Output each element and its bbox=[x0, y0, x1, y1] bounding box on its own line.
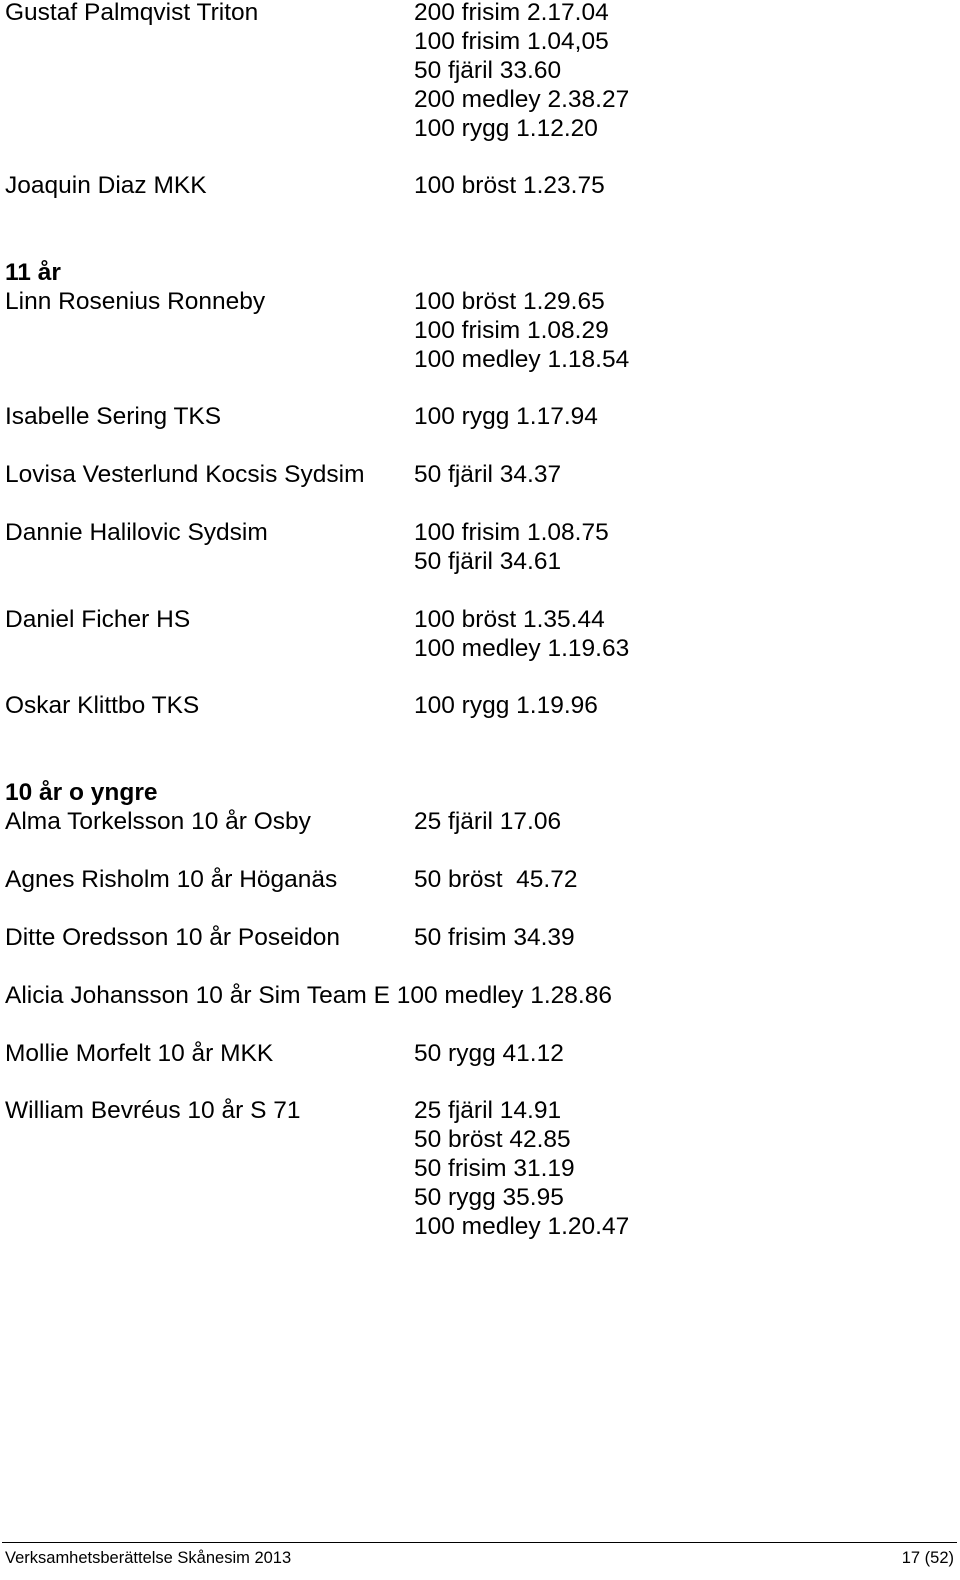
result-line: 100 frisim 1.08.75 bbox=[414, 519, 609, 546]
result-line: 50 fjäril 34.37 bbox=[414, 461, 562, 488]
swimmer-name: Joaquin Diaz MKK bbox=[5, 172, 207, 199]
result-line: 50 rygg 35.95 bbox=[414, 1184, 564, 1211]
age-group-heading: 11 år bbox=[5, 259, 61, 286]
result-line: 100 frisim 1.08.29 bbox=[414, 317, 609, 344]
result-line: 50 bröst 45.72 bbox=[414, 866, 578, 893]
swimmer-name: Gustaf Palmqvist Triton bbox=[5, 0, 259, 26]
result-line: 25 fjäril 14.91 bbox=[414, 1097, 562, 1124]
result-line: 200 medley 2.38.27 bbox=[414, 86, 630, 113]
swimmer-name: Linn Rosenius Ronneby bbox=[5, 288, 266, 315]
swimmer-name: Dannie Halilovic Sydsim bbox=[5, 519, 268, 546]
swimmer-name: Ditte Oredsson 10 år Poseidon bbox=[5, 924, 341, 951]
swimmer-name: Isabelle Sering TKS bbox=[5, 403, 222, 430]
swimmer-name: Daniel Ficher HS bbox=[5, 606, 191, 633]
page-number: 17 (52) bbox=[901, 1549, 954, 1567]
result-line: 100 bröst 1.29.65 bbox=[414, 288, 605, 315]
footer-divider bbox=[2, 1542, 957, 1543]
result-line: 100 rygg 1.12.20 bbox=[414, 115, 598, 142]
result-line: 50 frisim 31.19 bbox=[414, 1155, 575, 1182]
result-line: 100 medley 1.19.63 bbox=[414, 635, 630, 662]
swimmer-name: Oskar Klittbo TKS bbox=[5, 692, 200, 719]
result-line: 50 rygg 41.12 bbox=[414, 1040, 564, 1067]
result-line: 100 bröst 1.23.75 bbox=[414, 172, 605, 199]
result-line: 100 medley 1.20.47 bbox=[414, 1213, 630, 1240]
result-line: 200 frisim 2.17.04 bbox=[414, 0, 609, 26]
result-line: 50 bröst 42.85 bbox=[414, 1126, 571, 1153]
result-line: 100 medley 1.18.54 bbox=[414, 346, 630, 373]
result-line: 100 rygg 1.19.96 bbox=[414, 692, 598, 719]
swimmer-name: Agnes Risholm 10 år Höganäs bbox=[5, 866, 338, 893]
age-group-heading: 10 år o yngre bbox=[5, 779, 158, 806]
result-line: 100 rygg 1.17.94 bbox=[414, 403, 598, 430]
swimmer-result-inline: Alicia Johansson 10 år Sim Team E 100 medley 1.28.86 bbox=[5, 982, 612, 1009]
result-line: 100 frisim 1.04,05 bbox=[414, 28, 609, 55]
result-line: 50 fjäril 34.61 bbox=[414, 548, 562, 575]
swimmer-name: Lovisa Vesterlund Kocsis Sydsim bbox=[5, 461, 365, 488]
result-line: 25 fjäril 17.06 bbox=[414, 808, 562, 835]
swimmer-name: Mollie Morfelt 10 år MKK bbox=[5, 1040, 274, 1067]
footer-title: Verksamhetsberättelse Skånesim 2013 bbox=[5, 1549, 292, 1567]
result-line: 50 frisim 34.39 bbox=[414, 924, 575, 951]
result-line: 100 bröst 1.35.44 bbox=[414, 606, 605, 633]
swimmer-name: Alma Torkelsson 10 år Osby bbox=[5, 808, 311, 835]
swimmer-name: William Bevréus 10 år S 71 bbox=[5, 1097, 301, 1124]
result-line: 50 fjäril 33.60 bbox=[414, 57, 562, 84]
